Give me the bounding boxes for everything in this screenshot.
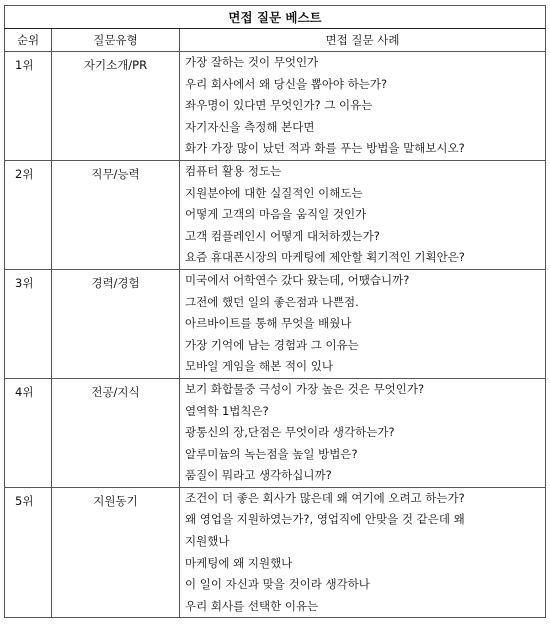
- question-line: 지원했나: [185, 534, 230, 549]
- question-line: 이 일이 자신과 맞을 것이라 생각하나: [185, 577, 370, 592]
- table-row: [5, 160, 546, 269]
- question-line: 모바일 게임을 해본 적이 있나: [185, 359, 333, 374]
- question-line: 지원분야에 대한 실질적인 이해도는: [185, 185, 363, 200]
- question-line: 광통신의 장,단점은 무엇이라 생각하는가?: [185, 425, 395, 440]
- table-row: [5, 378, 546, 487]
- category-cell: 자기소개/PR: [52, 52, 180, 161]
- questions-cell: [180, 269, 546, 378]
- rank-cell: 5위: [5, 487, 52, 618]
- table-row: [5, 269, 546, 378]
- question-line: 알루미늄의 녹는점을 높일 방법은?: [185, 446, 358, 461]
- question-line: 자기자신을 측정해 본다면: [185, 119, 315, 134]
- header-rank: 순위: [5, 29, 52, 52]
- header-row: [5, 29, 546, 52]
- table-title: 면접 질문 베스트: [5, 6, 546, 29]
- question-line: 미국에서 어학연수 갔다 왔는데, 어땠습니까?: [185, 272, 410, 287]
- header-category: 질문유형: [52, 29, 180, 52]
- question-line: 화가 가장 많이 났던 적과 화를 푸는 방법을 말해보시오?: [185, 141, 465, 156]
- rank-cell: 1위: [5, 52, 52, 161]
- interview-questions-table: [4, 5, 546, 618]
- question-line: 보기 화합물중 극성이 가장 높은 것은 무엇인가?: [185, 381, 425, 396]
- questions-cell: [180, 52, 546, 161]
- title-row: [5, 6, 546, 29]
- question-line: 왜 영업을 지원하였는가?, 영업직에 안맞을 것 같은데 왜: [185, 512, 465, 527]
- question-line: 우리 회사를 선택한 이유는: [185, 598, 319, 613]
- question-line: 열역학 1법칙은?: [185, 403, 269, 418]
- question-line: 품질이 뭐라고 생각하십니까?: [185, 468, 332, 483]
- category-cell: 전공/지식: [52, 378, 180, 487]
- questions-cell: [180, 378, 546, 487]
- rank-cell: 4위: [5, 378, 52, 487]
- question-line: 아르바이트를 통해 무엇을 배웠나: [185, 316, 352, 331]
- question-line: 마케팅에 왜 지원했나: [185, 555, 293, 570]
- question-line: 조건이 더 좋은 회사가 많은데 왜 여기에 오려고 하는가?: [185, 490, 465, 505]
- question-line: 요즘 휴대폰시장의 마케팅에 제안할 획기적인 기획안은?: [185, 250, 465, 265]
- table-row: [5, 487, 546, 618]
- questions-cell: [180, 487, 546, 618]
- table-row: [5, 52, 546, 161]
- questions-cell: [180, 160, 546, 269]
- question-line: 우리 회사에서 왜 당신을 뽑아야 하는가?: [185, 76, 388, 91]
- question-line: 그전에 했던 일의 좋은점과 나쁜점.: [185, 294, 359, 309]
- question-line: 가장 기억에 남는 경험과 그 이유는: [185, 337, 359, 352]
- question-line: 고객 컴플레인시 어떻게 대처하겠는가?: [185, 228, 380, 243]
- category-cell: 지원동기: [52, 487, 180, 618]
- rank-cell: 2위: [5, 160, 52, 269]
- category-cell: 직무/능력: [52, 160, 180, 269]
- rank-cell: 3위: [5, 269, 52, 378]
- question-line: 어떻게 고객의 마음을 움직일 것인가: [185, 207, 367, 222]
- category-cell: 경력/경험: [52, 269, 180, 378]
- header-examples: 면접 질문 사례: [180, 29, 546, 52]
- question-line: 가장 잘하는 것이 무엇인가: [185, 55, 319, 69]
- question-line: 컴퓨터 활용 정도는: [185, 163, 282, 178]
- question-line: 좌우명이 있다면 무엇인가? 그 이유는: [185, 98, 373, 113]
